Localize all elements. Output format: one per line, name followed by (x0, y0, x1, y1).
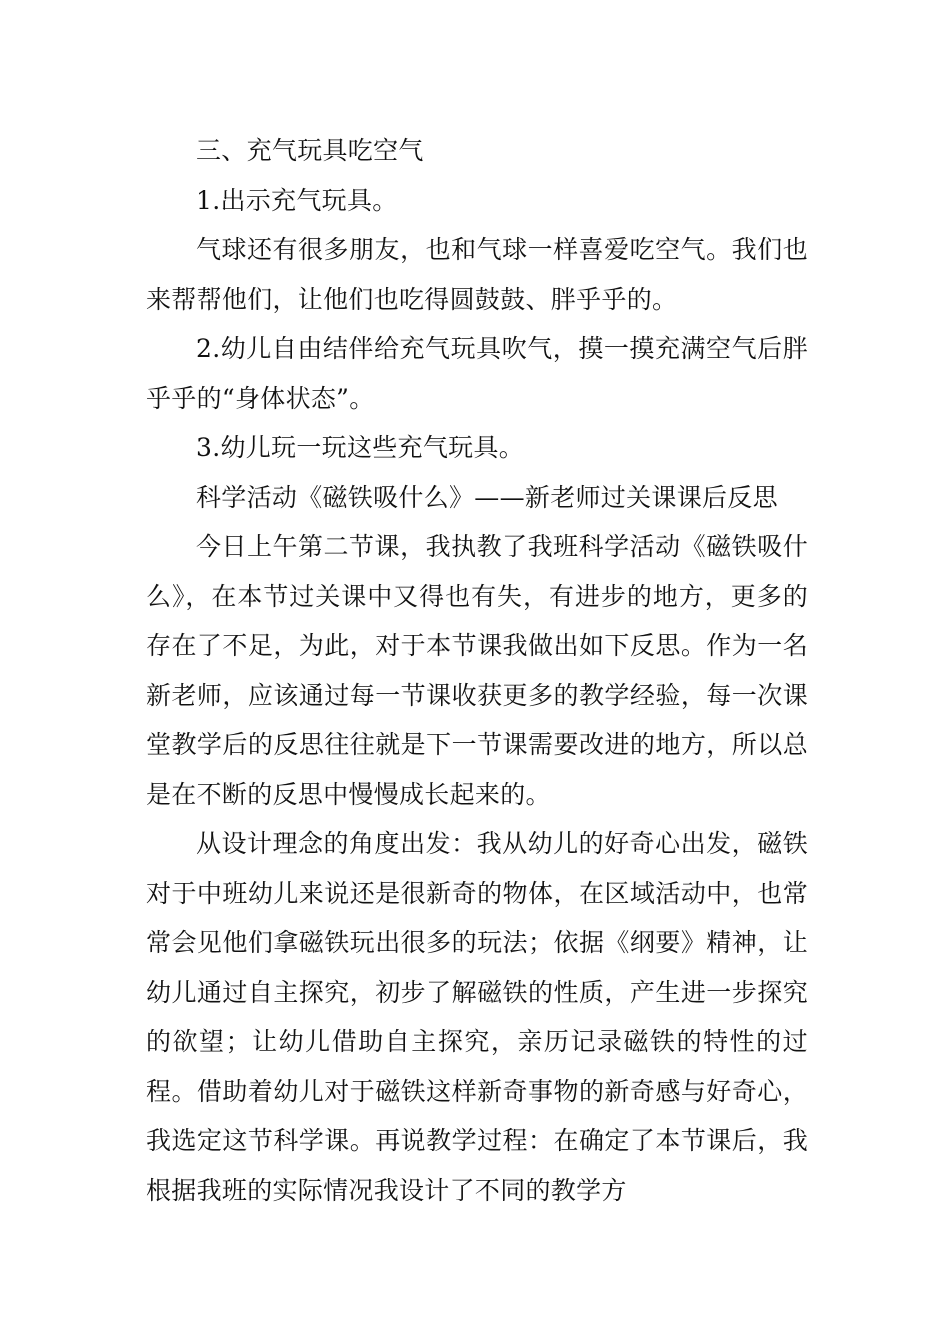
body-paragraph: 气球还有很多朋友，也和气球一样喜爱吃空气。我们也来帮帮他们，让他们也吃得圆鼓鼓、胖乎乎的。 (146, 235, 808, 314)
body-paragraph: 今日上午第二节课，我执教了我班科学活动《磁铁吸什么》，在本节过关课中又得也有失，有进步的地方，更多的存在了不足，为此，对于本节课我做出如下反思。作为一名新老师，应该通过每一节课收获更多的教学经验，每一次课堂教学后的反思往往就是下一节课需要改进的地方，所以总是在不断的反思中慢慢成长起来的。 (146, 532, 808, 809)
step-paragraph: 3.幼儿玩一玩这些充气玩具。 (196, 433, 525, 462)
body-paragraph: 从设计理念的角度出发：我从幼儿的好奇心出发，磁铁对于中班幼儿来说还是很新奇的物体，在区域活动中，也常常会见他们拿磁铁玩出很多的玩法；依据《纲要》精神，让幼儿通过自主探究，初步了解磁铁的性质，产生进一步探究的欲望；让幼儿借助自主探究，亲历记录磁铁的特性的过程。借助着幼儿对于磁铁这样新奇事物的新奇感与好奇心，我选定这节科学课。再说教学过程：在确定了本节课后，我根据我班的实际情况我设计了不同的教学方 (146, 829, 808, 1205)
article-title: 科学活动《磁铁吸什么》——新老师过关课课后反思 (196, 482, 778, 512)
section-heading: 三、充气玩具吃空气 (196, 136, 424, 165)
document-body (146, 126, 808, 1215)
step-paragraph: 2.幼儿自由结伴给充气玩具吹气，摸一摸充满空气后胖乎乎的“身体状态”。 (146, 334, 808, 413)
step-paragraph: 1.出示充气玩具。 (196, 185, 398, 215)
